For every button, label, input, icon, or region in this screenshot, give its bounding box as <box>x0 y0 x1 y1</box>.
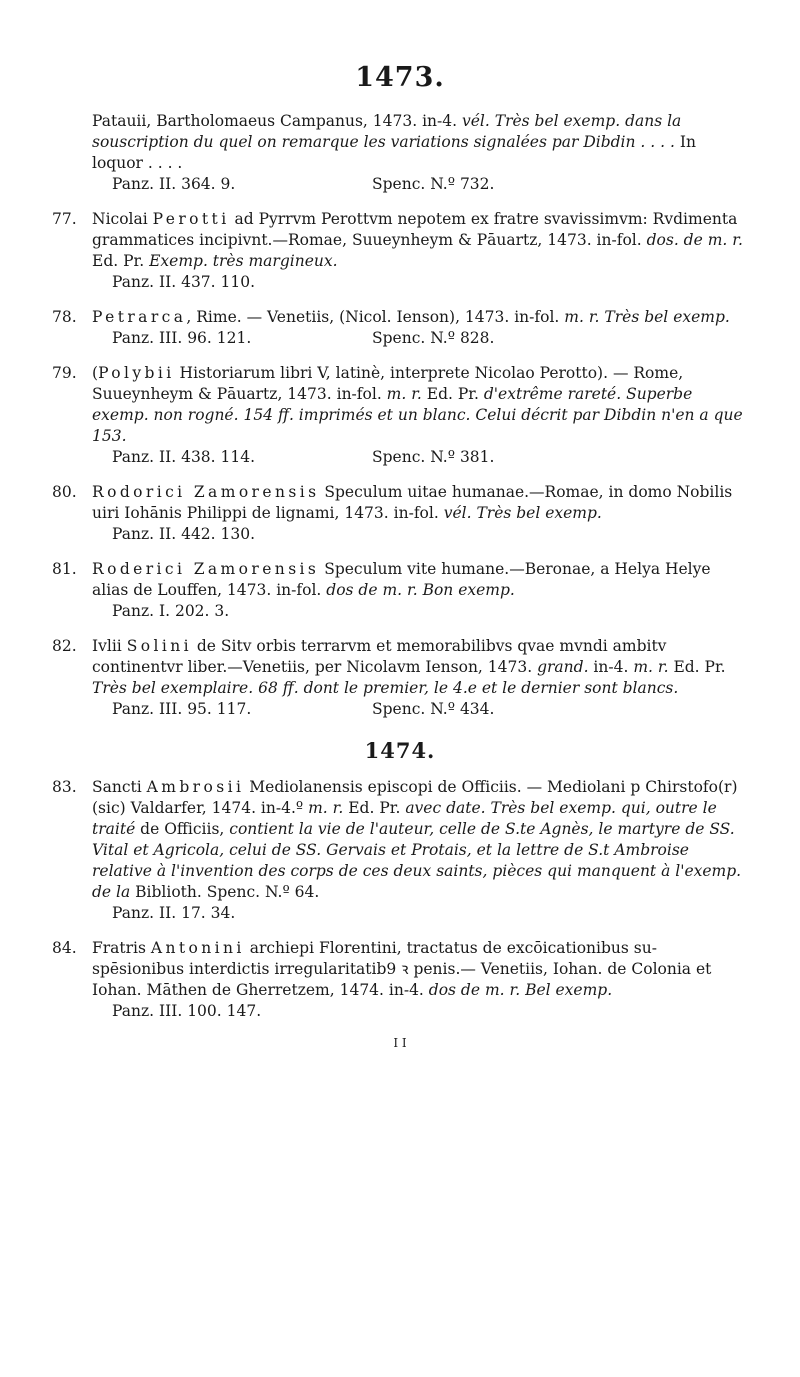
entry-note: dos de m. r. Bon exemp. <box>326 581 515 599</box>
reference-line <box>92 524 748 545</box>
entry-text: Nicolai <box>92 210 153 228</box>
entry-author: Ambrosii <box>146 778 245 796</box>
panzer-reference: Panz. III. 95. 117. <box>112 700 252 718</box>
panzer-reference: Panz. II. 17. 34. <box>112 904 236 922</box>
entry-79 <box>52 363 748 468</box>
spencer-reference: Spenc. N.º 828. <box>372 329 495 347</box>
entry-text: Ed. Pr. <box>421 385 484 403</box>
entry-number: 80. <box>52 483 77 501</box>
entry-text: ( <box>92 364 99 382</box>
format-note: grand. <box>537 658 589 676</box>
entry-text: Patauii, Bartholomaeus Campanus, 1473. in-4. <box>92 112 462 130</box>
panzer-reference: Panz. III. 100. 147. <box>112 1002 262 1020</box>
reference-line <box>92 699 748 720</box>
entry-text: , Rime. — Venetiis, (Nicol. Ienson), 1473. in-fol. <box>186 308 565 326</box>
entry-84 <box>52 938 748 1022</box>
entry-author: Antonini <box>150 939 245 957</box>
entry-number: 78. <box>52 308 77 326</box>
entry-text: Sancti <box>92 778 147 796</box>
entry-number: 83. <box>52 778 77 796</box>
entry-text: Fratris <box>92 939 151 957</box>
entry-text: Ivlii <box>92 637 127 655</box>
entry-text: In loquor . . . . <box>92 133 696 172</box>
year-heading-1473: 1473. <box>355 62 445 93</box>
spencer-reference: Spenc. N.º 434. <box>372 700 495 718</box>
entry-number: 82. <box>52 637 77 655</box>
entry-note: avec date. Très bel exemp. qui, outre le traité <box>92 799 717 838</box>
entry-81 <box>52 559 748 622</box>
entry-author: Polybii <box>98 364 175 382</box>
reference-line <box>92 272 748 293</box>
year-heading-1474: 1474. <box>364 738 436 763</box>
panzer-reference: Panz. II. 364. 9. <box>112 175 236 193</box>
binding-note: dos. de m. r. <box>646 231 743 249</box>
entry-text: Ed. Pr. <box>92 252 150 270</box>
binding-note: m. r. <box>308 799 344 817</box>
entry-number: 77. <box>52 210 77 228</box>
binding-note: m. r. <box>386 385 422 403</box>
entry-number: 84. <box>52 939 77 957</box>
entry-text: Biblioth. Spenc. N.º 64. <box>130 883 320 901</box>
entry-text: Ed. Pr. <box>343 799 406 817</box>
entry-author: Perotti <box>152 210 230 228</box>
reference-line <box>92 601 748 622</box>
entry-note: vél. Très bel exemp. dans la souscription du quel on remarque les variations signalées par Dibdin . . . . <box>92 112 682 151</box>
entry-author: Solini <box>126 637 192 655</box>
entry-80 <box>52 482 748 545</box>
entry-note: vél. Très bel exemp. <box>443 504 602 522</box>
entry-83 <box>52 777 748 924</box>
entry-77 <box>52 209 748 293</box>
entry-note: m. r. Très bel exemp. <box>564 308 730 326</box>
entry-82 <box>52 636 748 720</box>
entry-78 <box>52 307 748 349</box>
reference-line <box>92 903 748 924</box>
entry-note: Exemp. très margineux. <box>149 252 338 270</box>
panzer-reference: Panz. I. 202. 3. <box>112 602 230 620</box>
entry-text: Speculum vite humane.—Beronae, a Helya Helye alias de Louffen, 1473. in-fol. <box>92 560 711 599</box>
entry-text: Mediolanensis episcopi de Officiis. — Mediolani p Chirstofo(r) (sic) Valdarfer, 1474. in-4.º <box>92 778 738 817</box>
entry-text: Historiarum libri V, latinè, interprete Nicolao Perotto). — Rome, Suueynheym & Pāuartz, 1473. in-fol. <box>92 364 684 403</box>
entry-text: ad Pyrrvm Perottvm nepotem ex fratre svavissimvm: Rvdimenta grammatices incipivnt.—Romae, Suueynheym & Pāuartz, 1473. in-fol. <box>92 210 738 249</box>
entry-number: 79. <box>52 364 77 382</box>
reference-line <box>92 328 748 349</box>
entry-text: de Officiis, <box>135 820 230 838</box>
entry-text: Ed. Pr. <box>668 658 726 676</box>
entry-text: de Sitv orbis terrarvm et memorabilibvs qvae mvndi ambitv continentvr liber.—Venetiis, per Nicolavm Ienson, 1473. <box>92 637 667 676</box>
panzer-reference: Panz. II. 437. 110. <box>112 273 256 291</box>
panzer-reference: Panz. III. 96. 121. <box>112 329 252 347</box>
entry-number: 81. <box>52 560 77 578</box>
spencer-reference: Spenc. N.º 732. <box>372 175 495 193</box>
entry-76-continuation <box>52 111 748 195</box>
reference-line <box>92 447 748 468</box>
spencer-reference: Spenc. N.º 381. <box>372 448 495 466</box>
reference-line <box>92 1001 748 1022</box>
entry-note: Très bel exemplaire. 68 ff. dont le premier, le 4.e et le dernier sont blancs. <box>92 679 679 697</box>
entry-note: contient la vie de l'auteur, celle de S.te Agnès, le martyre de SS. Vital et Agricola, celui de SS. Gervais et Protais, et la lettre de S.t Ambroise relative à l'invention des corps de ces deux saints, pièces qui manquent à l'exemp. de la <box>92 820 742 901</box>
reference-line <box>92 174 748 195</box>
signature-mark: I I <box>393 1036 407 1050</box>
entry-note: dos de m. r. Bel exemp. <box>428 981 613 999</box>
entry-author: Rodorici Zamorensis <box>92 483 320 501</box>
entry-note: d'extrême rareté. Superbe exemp. non rogné. 154 ff. imprimés et un blanc. Celui décrit par Dibdin n'en a que 153. <box>92 385 743 445</box>
panzer-reference: Panz. II. 438. 114. <box>112 448 256 466</box>
entry-text: in-4. <box>588 658 634 676</box>
entry-author: Petrarca <box>92 308 187 326</box>
entry-text: archiepi Florentini, tractatus de excōicationibus su- spēsionibus interdictis irregularitatib9 ꝛ penis.— Venetiis, Iohan. de Colonia et Iohan. Māthen de Gherretzem, 1474. in-4. <box>92 939 712 999</box>
entry-text: Speculum uitae humanae.—Romae, in domo Nobilis uiri Iohānis Philippi de lignami, 1473. in-fol. <box>92 483 733 522</box>
entry-author: Roderici Zamorensis <box>92 560 320 578</box>
panzer-reference: Panz. II. 442. 130. <box>112 525 256 543</box>
binding-note: m. r. <box>633 658 669 676</box>
